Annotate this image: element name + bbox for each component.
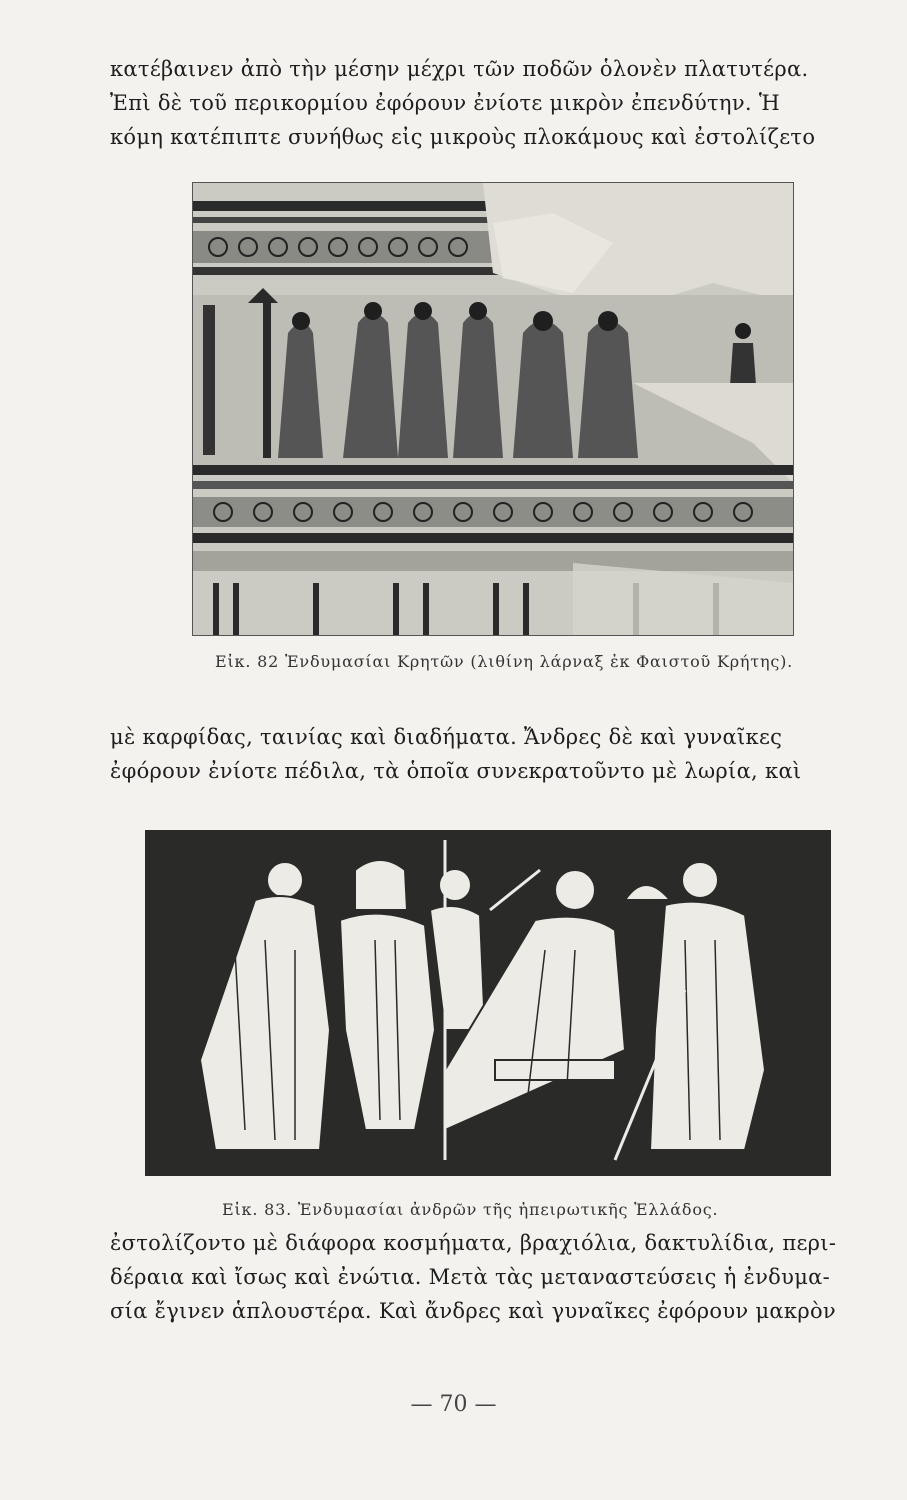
figure-82-caption: Εἰκ. 82 Ἐνδυμασίαι Κρητῶν (λιθίνη λάρναξ ἐκ Φαιστοῦ Κρήτης). xyxy=(215,652,794,671)
text-line: Ἐπὶ δὲ τοῦ περικορμίου ἐφόρουν ἐνίοτε μικρὸν ἐπενδύτην. Ἡ xyxy=(110,91,780,115)
paragraph-top xyxy=(110,52,850,154)
figure-83-greek-vase-painting-image xyxy=(145,830,831,1176)
vase-painting-illustration xyxy=(145,830,831,1176)
text-line: ἐστολίζοντο μὲ διάφορα κοσμήματα, βραχιόλια, δακτυλίδια, περι- xyxy=(110,1231,837,1255)
text-line: σία ἔγινεν ἁπλουστέρα. Καὶ ἄνδρες καὶ γυναῖκες ἐφόρουν μακρὸν xyxy=(110,1299,836,1323)
figure-83-caption: Εἰκ. 83. Ἐνδυμασίαι ἀνδρῶν τῆς ἠπειρωτικῆς Ἑλλάδος. xyxy=(222,1200,719,1219)
paragraph-middle xyxy=(110,720,850,788)
text-line: δέραια καὶ ἴσως καὶ ἐνώτια. Μετὰ τὰς μεταναστεύσεις ἡ ἐνδυμα- xyxy=(110,1265,831,1289)
text-line: ἐφόρουν ἐνίοτε πέδιλα, τὰ ὁποῖα συνεκρατοῦντο μὲ λωρία, καὶ xyxy=(110,759,802,783)
text-line: κόμη κατέπιπτε συνήθως εἰς μικροὺς πλοκάμους καὶ ἐστολίζετο xyxy=(110,125,816,149)
text-line: μὲ καρφίδας, ταινίας καὶ διαδήματα. Ἄνδρες δὲ καὶ γυναῖκες xyxy=(110,725,783,749)
paragraph-bottom xyxy=(110,1226,850,1328)
figure-82-cretan-sarcophagus-image xyxy=(192,182,794,636)
text-line: κατέβαινεν ἀπὸ τὴν μέσην μέχρι τῶν ποδῶν ὁλονὲν πλατυτέρα. xyxy=(110,57,809,81)
sarcophagus-illustration xyxy=(193,183,793,635)
page-number: — 70 — xyxy=(410,1392,497,1417)
